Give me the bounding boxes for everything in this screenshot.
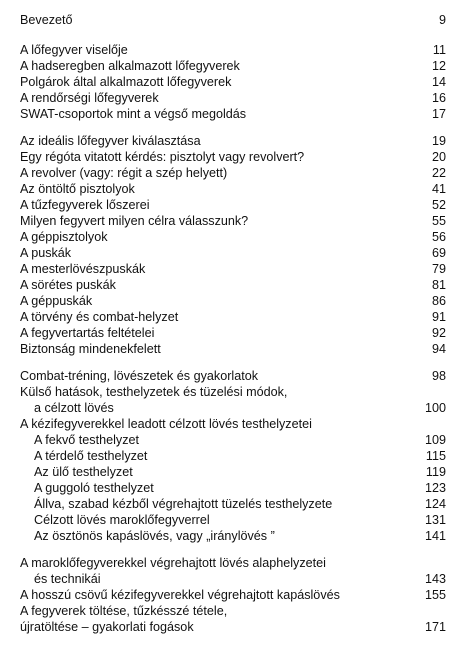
- toc-entry-page: 141: [424, 529, 446, 543]
- toc-entry: [20, 293, 446, 309]
- toc-entry-page: 92: [431, 326, 446, 340]
- toc-entry: [20, 432, 446, 448]
- toc-entry: [20, 309, 446, 325]
- toc-entry: [20, 277, 446, 293]
- toc-entry-title: A mesterlövészpuskák: [20, 262, 146, 276]
- toc-entry: [20, 464, 446, 480]
- toc-entry-title: A géppuskák: [20, 294, 93, 308]
- toc-entry-page: 123: [424, 481, 446, 495]
- toc-entry-title: A hosszú csövű kézifegyverekkel végrehajtott kapáslövés: [20, 588, 340, 602]
- toc-entry-page: 41: [431, 182, 446, 196]
- toc-entry: [20, 213, 446, 229]
- toc-entry-title: A fegyverek töltése, tűzkésszé tétele,: [20, 604, 228, 618]
- toc-entry: [20, 245, 446, 261]
- toc-entry-page: 124: [424, 497, 446, 511]
- toc-entry: [20, 512, 446, 528]
- toc-entry: [20, 165, 446, 181]
- toc-entry: [20, 261, 446, 277]
- toc-entry-title: Az ülő testhelyzet: [34, 465, 133, 479]
- toc-entry-title: A fegyvertartás feltételei: [20, 326, 155, 340]
- toc-entry: [20, 74, 446, 90]
- toc-entry: [20, 448, 446, 464]
- toc-entry-title: Combat-tréning, lövészetek és gyakorlatok: [20, 369, 258, 383]
- toc-entry-page: 143: [424, 572, 446, 586]
- toc-entry: [20, 197, 446, 213]
- toc-entry-title: A törvény és combat-helyzet: [20, 310, 179, 324]
- toc-entry-title: Az ösztönös kapáslövés, vagy „iránylövés ”: [34, 529, 275, 543]
- toc-entry-page: 52: [431, 198, 446, 212]
- toc-entry: [20, 619, 446, 635]
- toc-entry: [20, 133, 446, 149]
- toc-entry-title: A térdelő testhelyzet: [34, 449, 148, 463]
- toc-entry-page: 9: [438, 13, 446, 27]
- toc-entry-title: A rendőrségi lőfegyverek: [20, 91, 159, 105]
- toc-entry-page: 69: [431, 246, 446, 260]
- toc-entry-title: Az öntöltő pisztolyok: [20, 182, 135, 196]
- table-of-contents: [20, 12, 446, 634]
- toc-entry: [20, 603, 446, 619]
- toc-entry-page: 131: [424, 513, 446, 527]
- toc-entry: [20, 42, 446, 58]
- toc-entry-title: Egy régóta vitatott kérdés: pisztolyt vagy revolvert?: [20, 150, 305, 164]
- toc-entry-title: A sörétes puskák: [20, 278, 116, 292]
- toc-entry: [20, 587, 446, 603]
- toc-entry: [20, 368, 446, 384]
- toc-entry-page: 86: [431, 294, 446, 308]
- toc-entry-page: 22: [431, 166, 446, 180]
- toc-entry-page: 20: [431, 150, 446, 164]
- toc-entry-page: 109: [424, 433, 446, 447]
- toc-entry-page: 119: [425, 465, 446, 479]
- toc-entry-page: 100: [424, 401, 446, 415]
- toc-entry-title: A revolver (vagy: régit a szép helyett): [20, 166, 228, 180]
- toc-entry: [20, 90, 446, 106]
- toc-entry-title: Célzott lövés maroklőfegyverrel: [34, 513, 210, 527]
- toc-entry-page: 171: [424, 620, 446, 634]
- toc-entry-title: SWAT-csoportok mint a végső megoldás: [20, 107, 247, 121]
- toc-entry-title: A puskák: [20, 246, 72, 260]
- toc-entry-page: 12: [431, 59, 446, 73]
- toc-entry: [20, 106, 446, 122]
- toc-entry-title: Biztonság mindenekfelett: [20, 342, 161, 356]
- toc-entry-title: Állva, szabad kézből végrehajtott tüzelés testhelyzete: [34, 497, 333, 511]
- toc-entry-title: A maroklőfegyverekkel végrehajtott lövés alaphelyzetei: [20, 556, 326, 570]
- toc-entry: [20, 325, 446, 341]
- toc-entry-page: 115: [425, 449, 446, 463]
- toc-entry-title: Bevezető: [20, 13, 73, 27]
- toc-entry-title: Milyen fegyvert milyen célra válasszunk?: [20, 214, 249, 228]
- toc-entry-page: 98: [431, 369, 446, 383]
- toc-entry-page: 11: [432, 43, 446, 57]
- toc-entry-page: 94: [431, 342, 446, 356]
- toc-entry: [20, 400, 446, 416]
- toc-entry-title: Az ideális lőfegyver kiválasztása: [20, 134, 201, 148]
- toc-entry-page: 91: [431, 310, 446, 324]
- toc-entry-title: A kézifegyverekkel leadott célzott lövés testhelyzetei: [20, 417, 312, 431]
- toc-entry: [20, 384, 446, 400]
- toc-entry-page: 14: [431, 75, 446, 89]
- toc-entry-title: a célzott lövés: [34, 401, 114, 415]
- toc-entry-title: és technikái: [34, 572, 101, 586]
- toc-entry: [20, 12, 446, 28]
- toc-entry-title: újratöltése – gyakorlati fogások: [20, 620, 194, 634]
- toc-entry: [20, 229, 446, 245]
- toc-entry-title: A guggoló testhelyzet: [34, 481, 154, 495]
- toc-entry-page: 81: [431, 278, 446, 292]
- toc-entry-page: 19: [431, 134, 446, 148]
- toc-entry: [20, 416, 446, 432]
- toc-entry: [20, 149, 446, 165]
- toc-entry-title: A géppisztolyok: [20, 230, 108, 244]
- toc-entry-title: A lőfegyver viselője: [20, 43, 128, 57]
- toc-entry: [20, 571, 446, 587]
- toc-entry: [20, 58, 446, 74]
- toc-entry-title: Külső hatások, testhelyzetek és tüzelési módok,: [20, 385, 288, 399]
- toc-entry-title: A fekvő testhelyzet: [34, 433, 140, 447]
- toc-entry-page: 17: [431, 107, 446, 121]
- toc-entry-page: 55: [431, 214, 446, 228]
- toc-entry-page: 16: [431, 91, 446, 105]
- toc-entry: [20, 480, 446, 496]
- toc-entry: [20, 341, 446, 357]
- toc-entry-title: A hadseregben alkalmazott lőfegyverek: [20, 59, 240, 73]
- toc-entry: [20, 555, 446, 571]
- toc-entry: [20, 181, 446, 197]
- toc-entry: [20, 528, 446, 544]
- toc-entry-title: A tűzfegyverek lőszerei: [20, 198, 150, 212]
- toc-entry-page: 155: [424, 588, 446, 602]
- toc-entry-title: Polgárok által alkalmazott lőfegyverek: [20, 75, 232, 89]
- toc-entry-page: 56: [431, 230, 446, 244]
- toc-entry-page: 79: [431, 262, 446, 276]
- toc-entry: [20, 496, 446, 512]
